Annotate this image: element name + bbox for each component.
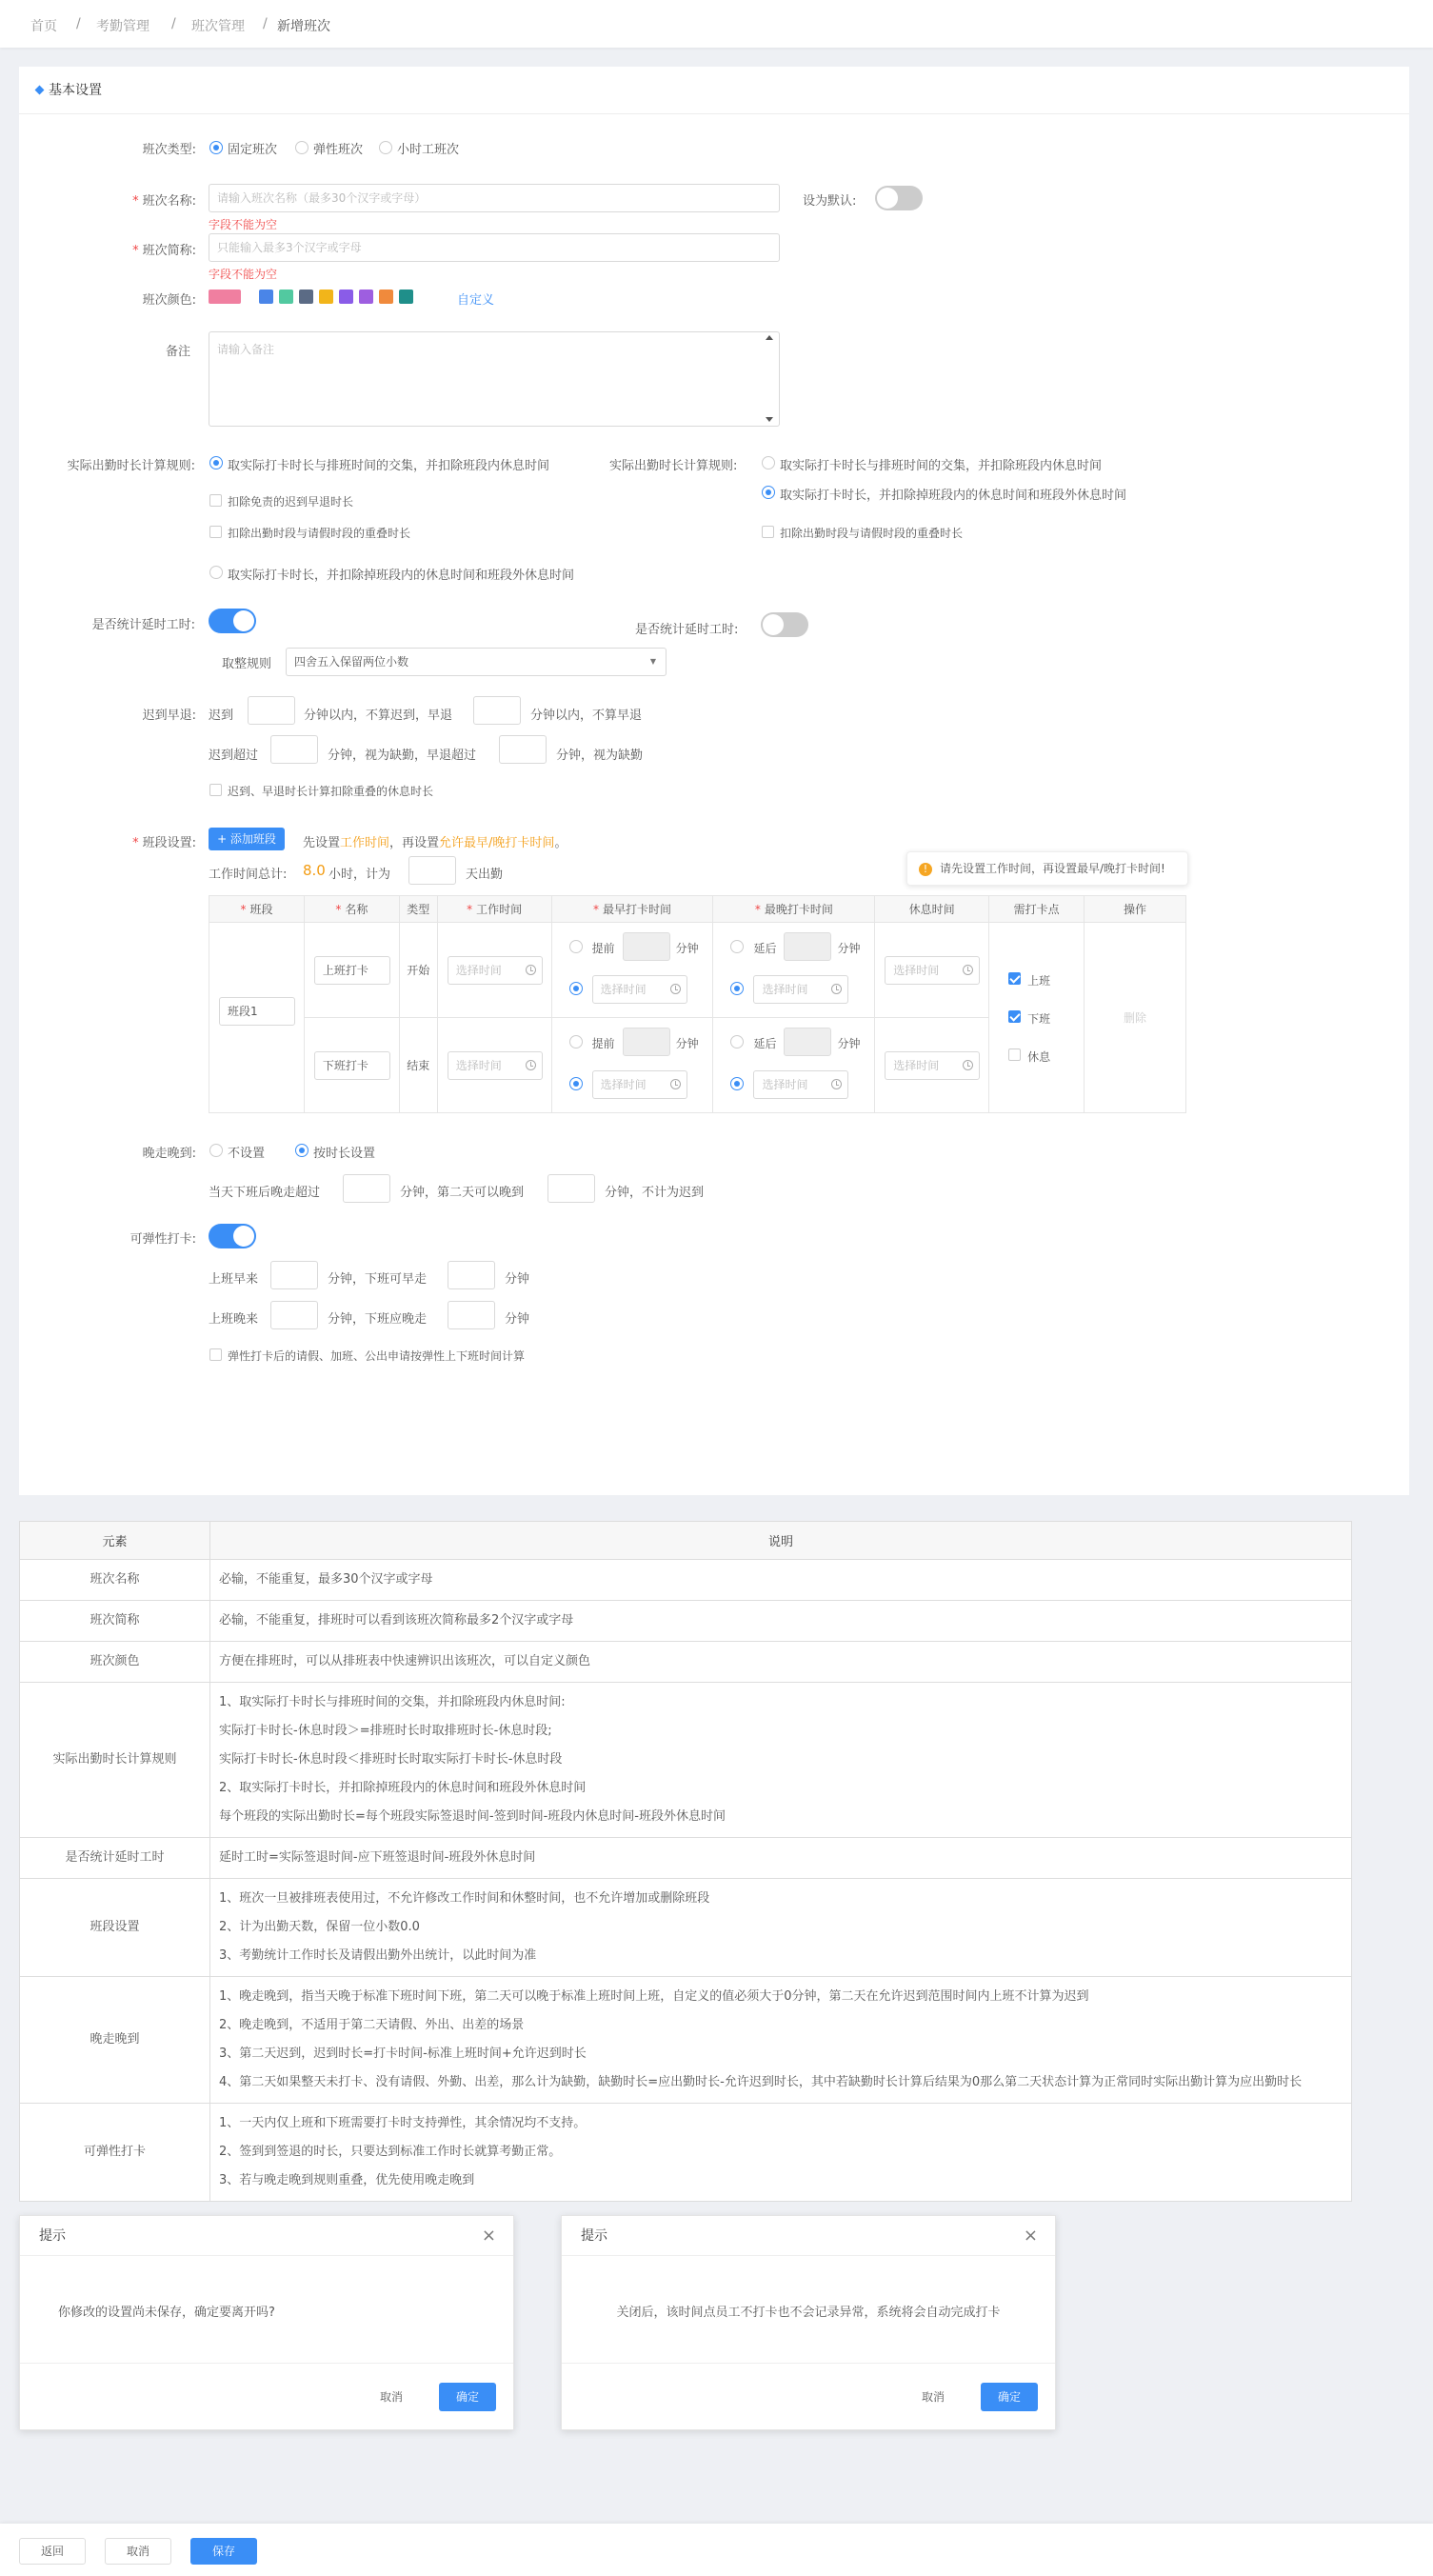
cancel-button[interactable]: 取消: [105, 2538, 171, 2565]
flex-label: 可弹性打卡:: [129, 1232, 196, 1247]
before-radio[interactable]: [569, 940, 583, 953]
radio-fixed-label: 固定班次: [228, 143, 278, 157]
clock-icon: [831, 984, 842, 994]
segment-cell: [209, 923, 305, 1113]
chevron-down-icon: ▼: [649, 657, 656, 666]
rule-left-opt2-label: 取实际打卡时长，并扣除掉班段内的休息时间和班段外休息时间: [228, 569, 575, 583]
desc-element: 班次名称: [20, 1560, 210, 1601]
desc-explain: [210, 1642, 1352, 1683]
late-overlap-label: 迟到、早退时长计算扣除重叠的休息时长: [228, 785, 434, 798]
diamond-icon: [35, 86, 45, 95]
latest-cell: [713, 923, 875, 1018]
flex-early-out-input[interactable]: [448, 1261, 495, 1289]
overtime-label: 是否统计延时工时:: [91, 618, 195, 632]
flex-r2a: 上班晚来: [209, 1312, 259, 1327]
after-label: 延后: [753, 942, 777, 955]
remark-textarea[interactable]: 请输入备注: [209, 331, 780, 427]
night-a: 当天下班后晚走超过: [209, 1186, 321, 1200]
night-off-radio[interactable]: [209, 1144, 223, 1157]
worktime-cell: [437, 1018, 551, 1113]
desc-row: [20, 1879, 1352, 1977]
night-off-label: 不设置: [228, 1147, 266, 1161]
type-cell: 结束: [399, 1018, 437, 1113]
desc-col-element: 元素: [20, 1522, 210, 1560]
flex-r2b: 分钟，下班应晚走: [328, 1312, 428, 1327]
modal-body: 你修改的设置尚未保存，确定要离开吗?: [58, 2306, 275, 2320]
late-l1a: 迟到: [209, 709, 234, 723]
clock-icon: [526, 1060, 536, 1070]
desc-row: [20, 1560, 1352, 1601]
color-swatch[interactable]: [299, 290, 313, 304]
name-cell: [304, 1018, 399, 1113]
modal-cancel-button[interactable]: 取消: [379, 2390, 403, 2404]
radio-hourly-label: 小时工班次: [397, 143, 460, 157]
delete-link[interactable]: 删除: [1085, 923, 1186, 1113]
before-radio[interactable]: [569, 1035, 583, 1048]
flex-late-out-input[interactable]: [448, 1301, 495, 1329]
breadcrumb-attendance[interactable]: 考勤管理: [96, 19, 149, 34]
warning-icon: !: [919, 863, 932, 876]
section-header: [19, 67, 1409, 114]
desc-row: [20, 2104, 1352, 2202]
clock-icon: [963, 1060, 973, 1070]
col-action: 操作: [1085, 896, 1186, 923]
after-radio[interactable]: [730, 940, 744, 953]
flex-apply-label: 弹性打卡后的请假、加班、公出申请按弹性上下班时间计算: [228, 1349, 526, 1363]
color-swatch[interactable]: [279, 290, 293, 304]
scroll-down-icon[interactable]: [766, 417, 773, 422]
shift-type-label: 班次类型:: [142, 143, 196, 157]
color-swatch[interactable]: [359, 290, 373, 304]
type-cell: 开始: [399, 923, 437, 1018]
segment-table: [209, 895, 1186, 1113]
segment-hint: 先设置工作时间，再设置允许最早/晚打卡时间。: [303, 836, 567, 850]
add-segment-button[interactable]: + 添加班段: [209, 828, 285, 850]
modal-title: 提示: [562, 2216, 1055, 2256]
desc-explain: [210, 1560, 1352, 1601]
modal-footer: [562, 2363, 1055, 2429]
breadcrumb-home[interactable]: 首页: [30, 19, 57, 34]
breadcrumb-bar: [0, 0, 1433, 48]
col-segment: * 班段: [209, 896, 305, 923]
set-default-toggle[interactable]: [875, 186, 923, 210]
breadcrumb-current: 新增班次: [277, 19, 330, 34]
latest-time-radio[interactable]: [730, 1077, 744, 1090]
clock-icon: [670, 1079, 681, 1089]
short-name-input[interactable]: 只能输入最多3个汉字或字母: [209, 233, 780, 262]
desc-line: 1、一天内仅上班和下班需要打卡时支持弹性，其余情况均不支持。: [219, 2116, 587, 2130]
col-worktime: * 工作时间: [437, 896, 551, 923]
late-l2a: 迟到超过: [209, 749, 259, 763]
warning-tooltip: ! 请先设置工作时间，再设置最早/晚打卡时间!: [906, 851, 1188, 886]
clock-icon: [963, 965, 973, 975]
set-default-label: 设为默认:: [803, 194, 857, 209]
flex-early-in-input[interactable]: [270, 1261, 318, 1289]
desc-explain: [210, 1601, 1352, 1642]
punch-start-checkbox[interactable]: [1008, 972, 1021, 985]
desc-row: [20, 1977, 1352, 2104]
overtime-label-right: 是否统计延时工时:: [635, 623, 739, 637]
breadcrumb-sep: /: [171, 16, 176, 31]
latest-cell: [713, 1018, 875, 1113]
radio-fixed[interactable]: [209, 141, 223, 154]
early-minutes-input[interactable]: [473, 696, 521, 725]
earliest-cell: [551, 1018, 713, 1113]
desc-line: 实际打卡时长-休息时段＜排班时长时取实际打卡时长-休息时段: [219, 1752, 563, 1767]
section-title: 基本设置: [49, 83, 102, 98]
work-total-days: 天出勤: [466, 868, 504, 882]
earliest-time-picker[interactable]: 选择时间: [592, 1070, 687, 1099]
earliest-time-radio[interactable]: [569, 1077, 583, 1090]
latest-time-picker[interactable]: 选择时间: [753, 975, 848, 1004]
night-duration-label: 按时长设置: [313, 1147, 376, 1161]
col-type: 类型: [399, 896, 437, 923]
late-l1b: 分钟以内，不算迟到，早退: [304, 709, 453, 723]
late-minutes-input[interactable]: [248, 696, 295, 725]
desc-explain: [210, 1838, 1352, 1879]
breadcrumb-shift[interactable]: 班次管理: [191, 19, 245, 34]
early-absent-input[interactable]: [499, 735, 547, 764]
back-button[interactable]: 返回: [19, 2538, 86, 2565]
desc-line: 2、签到到签退的时长，只要达到标准工作时长就算考勤正常。: [219, 2145, 562, 2159]
rule-left-sub2-label: 扣除出勤时段与请假时段的重叠时长: [228, 527, 411, 540]
latest-time-picker[interactable]: 选择时间: [753, 1070, 848, 1099]
flex-r1c: 分钟: [505, 1272, 530, 1287]
flex-toggle[interactable]: [209, 1224, 256, 1248]
attendance-days-input[interactable]: [408, 856, 456, 885]
round-rule-select[interactable]: 四舍五入保留两位小数 ▼: [286, 648, 667, 676]
desc-row: [20, 1642, 1352, 1683]
punch-end-label: 下班: [1027, 1012, 1051, 1026]
modal-ok-button[interactable]: 确定: [439, 2383, 496, 2411]
night-stay-input[interactable]: [343, 1174, 390, 1203]
shift-color-label: 班次颜色:: [142, 293, 196, 308]
desc-line: 3、若与晚走晚到规则重叠，优先使用晚走晚到: [219, 2173, 475, 2187]
col-latest: * 最晚打卡时间: [713, 896, 875, 923]
color-swatch[interactable]: [259, 290, 273, 304]
short-name-error: 字段不能为空: [209, 268, 278, 281]
start-name-input[interactable]: 上班打卡: [314, 956, 390, 985]
punch-end-checkbox[interactable]: [1008, 1010, 1021, 1023]
modal-cancel-button[interactable]: 取消: [921, 2390, 945, 2404]
work-total-unit: 小时，计为: [328, 868, 391, 882]
rule-left-sub1-label: 扣除免责的迟到早退时长: [228, 495, 354, 509]
end-time-picker[interactable]: 选择时间: [448, 1051, 543, 1080]
modal-title: 提示: [20, 2216, 513, 2256]
punch-start-label: 上班: [1027, 974, 1051, 988]
table-row: [209, 923, 1186, 1018]
desc-row: [20, 1683, 1352, 1838]
desc-element: 班段设置: [20, 1879, 210, 1977]
flex-r1a: 上班早来: [209, 1272, 259, 1287]
footer-bar: [0, 2524, 1433, 2576]
clock-icon: [670, 984, 681, 994]
flex-r2c: 分钟: [505, 1312, 530, 1327]
col-rest: 休息时间: [875, 896, 989, 923]
col-name: * 名称: [304, 896, 399, 923]
col-earliest: * 最早打卡时间: [551, 896, 713, 923]
rule-right-sub2-label: 扣除出勤时段与请假时段的重叠时长: [780, 527, 964, 540]
desc-line: 3、考勤统计工作时长及请假出勤外出统计，以此时间为准: [219, 1948, 537, 1963]
radio-flex[interactable]: [295, 141, 308, 154]
rule-left-opt2-radio[interactable]: [209, 566, 223, 579]
calc-rule-label: 实际出勤时长计算规则:: [67, 459, 195, 473]
punch-rest-checkbox[interactable]: [1008, 1048, 1021, 1061]
radio-hourly[interactable]: [379, 141, 392, 154]
color-swatch[interactable]: [399, 290, 413, 304]
night-c: 分钟，不计为迟到: [605, 1186, 705, 1200]
desc-line: 2、计为出勤天数，保留一位小数0.0: [219, 1920, 420, 1934]
late-l2c: 分钟，视为缺勤: [556, 749, 644, 763]
desc-element: 可弹性打卡: [20, 2104, 210, 2202]
desc-element: 晚走晚到: [20, 1977, 210, 2104]
desc-element: 班次简称: [20, 1601, 210, 1642]
round-rule-label: 取整规则: [222, 657, 272, 671]
before-label: 提前: [591, 942, 615, 955]
after-minutes-input[interactable]: [784, 1028, 831, 1056]
before-label: 提前: [591, 1037, 615, 1050]
worktime-cell: [437, 923, 551, 1018]
overtime-toggle-right[interactable]: [761, 612, 808, 637]
desc-line: 必输，不能重复，最多30个汉字或字母: [219, 1572, 433, 1587]
desc-line: 4、第二天如果整天未打卡、没有请假、外勤、出差，那么计为缺勤，缺勤时长=应出勤时长-允许迟到时长，其中若缺勤时长计算后结果为0那么第二天状态计算为正常同时实际出勤计算为应出勤时长: [219, 2075, 1303, 2089]
desc-col-explain: 说明: [210, 1522, 1352, 1560]
shift-name-label: * 班次名称:: [132, 194, 196, 209]
description-table: [19, 1521, 1352, 2202]
late-l1c: 分钟以内，不算早退: [530, 709, 643, 723]
before-minutes-input[interactable]: [623, 932, 670, 961]
desc-row: [20, 1601, 1352, 1642]
flex-r1b: 分钟，下班可早走: [328, 1272, 428, 1287]
overtime-toggle[interactable]: [209, 609, 256, 633]
rule-right-opt1-label: 取实际打卡时长与排班时间的交集，并扣除班段内休息时间: [780, 459, 1103, 473]
desc-explain: [210, 1683, 1352, 1838]
desc-line: 1、取实际打卡时长与排班时间的交集，并扣除班段内休息时间:: [219, 1695, 566, 1709]
shift-name-error: 字段不能为空: [209, 218, 278, 231]
segment-label: * 班段设置:: [132, 836, 196, 850]
rule-left-opt1-radio[interactable]: [209, 456, 223, 469]
calc-rule-label-right: 实际出勤时长计算规则:: [609, 459, 738, 473]
color-swatch[interactable]: [339, 290, 353, 304]
close-icon[interactable]: ×: [1023, 2226, 1038, 2246]
desc-element: 实际出勤时长计算规则: [20, 1683, 210, 1838]
start-time-picker[interactable]: 选择时间: [448, 956, 543, 985]
desc-line: 必输，不能重复，排班时可以看到该班次简称最多2个汉字或字母: [219, 1613, 574, 1627]
shift-name-input[interactable]: 请输入班次名称（最多30个汉字或字母）: [209, 184, 780, 212]
before-minutes-input[interactable]: [623, 1028, 670, 1056]
night-b: 分钟，第二天可以晚到: [400, 1186, 525, 1200]
desc-explain: [210, 2104, 1352, 2202]
col-punch: 需打卡点: [989, 896, 1085, 923]
color-swatch-selected[interactable]: [209, 290, 241, 304]
end-name-input[interactable]: 下班打卡: [314, 1051, 390, 1080]
modal-footer: [20, 2363, 513, 2429]
late-overlap-checkbox[interactable]: [209, 784, 222, 796]
desc-explain: [210, 1879, 1352, 1977]
minute-label: 分钟: [675, 1037, 699, 1050]
minute-label: 分钟: [837, 1037, 861, 1050]
rule-left-opt1-label: 取实际打卡时长与排班时间的交集，并扣除班段内休息时间: [228, 459, 550, 473]
close-punch-modal: [561, 2215, 1056, 2430]
earliest-cell: [551, 923, 713, 1018]
rule-left-sub2-checkbox[interactable]: [209, 526, 222, 538]
desc-line: 1、班次一旦被排班表使用过，不允许修改工作时间和休整时间，也不允许增加或删除班段: [219, 1891, 710, 1906]
desc-line: 2、取实际打卡时长，并扣除掉班段内的休息时间和班段外休息时间: [219, 1781, 587, 1795]
desc-explain: [210, 1977, 1352, 2104]
leave-confirm-modal: [19, 2215, 514, 2430]
remark-label: 备注: [165, 345, 190, 359]
save-button[interactable]: 保存: [190, 2538, 257, 2565]
flex-late-in-input[interactable]: [270, 1301, 318, 1329]
after-radio[interactable]: [730, 1035, 744, 1048]
desc-line: 方便在排班时，可以从排班表中快速辨识出该班次，可以自定义颜色: [219, 1654, 591, 1668]
close-icon[interactable]: ×: [481, 2226, 496, 2246]
late-early-label: 迟到早退:: [142, 709, 196, 723]
rest-time-picker[interactable]: 选择时间: [885, 956, 980, 985]
late-absent-input[interactable]: [270, 735, 318, 764]
work-total-label: 工作时间总计:: [209, 868, 288, 882]
breadcrumb-sep: /: [76, 16, 81, 31]
rule-left-sub1-checkbox[interactable]: [209, 494, 222, 507]
night-late-input[interactable]: [547, 1174, 595, 1203]
desc-line: 3、第二天迟到，迟到时长=打卡时间-标准上班时间+允许迟到时长: [219, 2047, 587, 2061]
latest-time-radio[interactable]: [730, 982, 744, 995]
earliest-time-picker[interactable]: 选择时间: [592, 975, 687, 1004]
clock-icon: [526, 965, 536, 975]
breadcrumb-sep: /: [263, 16, 268, 31]
work-total-value: 8.0: [303, 862, 326, 879]
scroll-up-icon[interactable]: [766, 335, 773, 340]
desc-row: [20, 1838, 1352, 1879]
name-cell: [304, 923, 399, 1018]
desc-element: 班次颜色: [20, 1642, 210, 1683]
clock-icon: [831, 1079, 842, 1089]
rule-right-opt2-radio[interactable]: [762, 486, 775, 499]
minute-label: 分钟: [837, 942, 861, 955]
desc-line: 2、晚走晚到，不适用于第二天请假、外出、出差的场景: [219, 2018, 525, 2032]
rest-time-picker[interactable]: 选择时间: [885, 1051, 980, 1080]
rule-right-sub2-checkbox[interactable]: [762, 526, 774, 538]
punch-rest-label: 休息: [1027, 1050, 1051, 1064]
desc-line: 延时工时=实际签退时间-应下班签退时间-班段外休息时间: [219, 1850, 536, 1865]
night-duration-radio[interactable]: [295, 1144, 308, 1157]
after-label: 延后: [753, 1037, 777, 1050]
desc-line: 1、晚走晚到，指当天晚于标准下班时间下班，第二天可以晚于标准上班时间上班，自定义的值必须大于0分钟，第二天在允许迟到范围时间内上班不计算为迟到: [219, 1989, 1089, 2004]
custom-color-link[interactable]: 自定义: [457, 293, 495, 308]
color-swatch[interactable]: [379, 290, 393, 304]
night-label: 晚走晚到:: [142, 1147, 196, 1161]
short-name-label: * 班次简称:: [132, 244, 196, 258]
late-l2b: 分钟，视为缺勤，早退超过: [328, 749, 477, 763]
rest-cell: [875, 1018, 989, 1113]
color-swatch[interactable]: [319, 290, 333, 304]
radio-flex-label: 弹性班次: [313, 143, 364, 157]
segment-name-input[interactable]: 班段1: [219, 997, 295, 1026]
rule-right-opt2-label: 取实际打卡时长，并扣除掉班段内的休息时间和班段外休息时间: [780, 489, 1127, 503]
rest-cell: [875, 923, 989, 1018]
rule-right-opt1-radio[interactable]: [762, 456, 775, 469]
earliest-time-radio[interactable]: [569, 982, 583, 995]
modal-body: 关闭后，该时间点员工不打卡也不会记录异常，系统将会自动完成打卡: [616, 2306, 1001, 2320]
punch-cell: [989, 923, 1085, 1113]
after-minutes-input[interactable]: [784, 932, 831, 961]
desc-line: 实际打卡时长-休息时段＞=排班时长时取排班时长-休息时段;: [219, 1724, 552, 1738]
modal-ok-button[interactable]: 确定: [981, 2383, 1038, 2411]
minute-label: 分钟: [675, 942, 699, 955]
flex-apply-checkbox[interactable]: [209, 1348, 222, 1361]
desc-element: 是否统计延时工时: [20, 1838, 210, 1879]
desc-line: 每个班段的实际出勤时长=每个班段实际签退时间-签到时间-班段内休息时间-班段外休息时间: [219, 1809, 726, 1824]
